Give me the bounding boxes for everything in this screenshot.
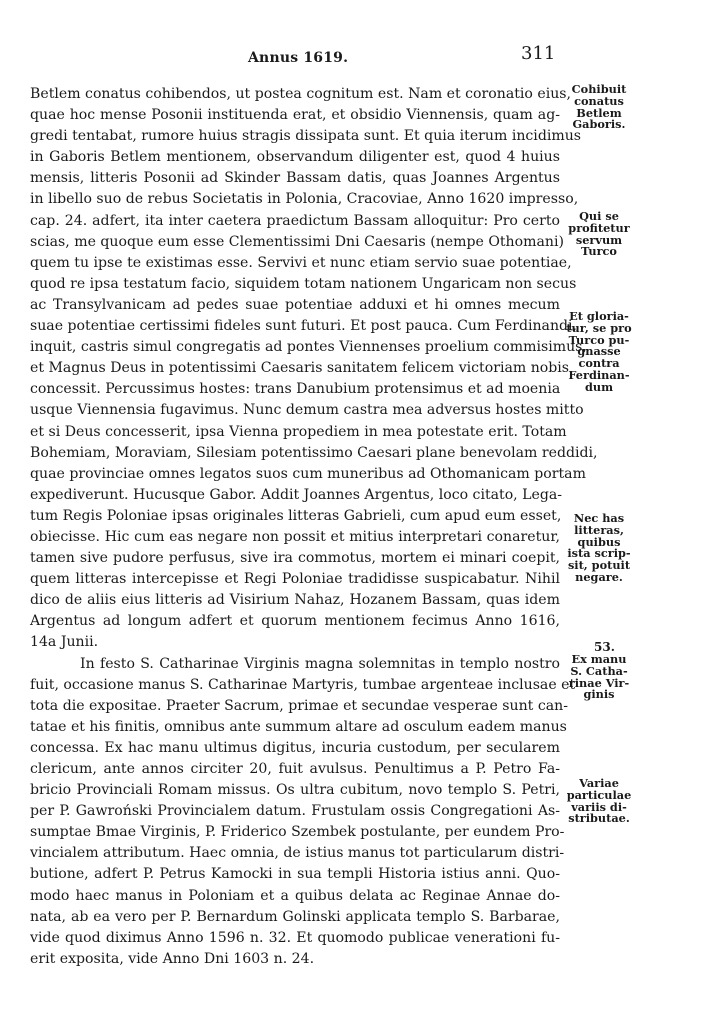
- text-line: tatae et his finitis, omnibus ante summum altare ad osculum eadem manus: [30, 718, 567, 735]
- margin-note-line: servum: [575, 232, 623, 247]
- text-line: erit exposita, vide Anno Dni 1603 n. 24.: [30, 950, 315, 967]
- margin-note-line: profitetur: [568, 220, 630, 235]
- margin-note-line: Turco pu-: [568, 332, 630, 347]
- margin-note-line: contra: [578, 356, 620, 371]
- text-line: clericum, ante annos circiter 20, fuit avulsus. Penultimus a P. Petro Fa-: [30, 761, 560, 777]
- text-line: concessa. Ex hac manu ultimus digitus, incuria custodum, per secularem: [30, 739, 560, 756]
- text-line: expediverunt. Hucusque Gabor. Addit Joannes Argentus, loco citato, Lega-: [30, 486, 563, 503]
- text-line: butione, adfert P. Petrus Kamocki in sua templi Historia istius anni. Quo-: [30, 866, 560, 883]
- text-line: fuit, occasione manus S. Catharinae Martyris, tumbae argenteae inclusae et: [30, 676, 576, 693]
- text-line: vide quod diximus Anno 1596 n. 32. Et quomodo publicae venerationi fu-: [30, 929, 560, 946]
- text-line: per P. Gawroński Provincialem datum. Frustulam ossis Congregationi As-: [30, 803, 560, 820]
- margin-note: [564, 211, 634, 258]
- margin-note: [564, 84, 634, 131]
- main-text: [30, 84, 598, 970]
- margin-note-line: Gaboris.: [572, 117, 626, 132]
- margin-note-line: ista scrip-: [567, 546, 631, 561]
- text-line: 14a Junii.: [30, 634, 99, 651]
- margin-note-line: Qui se: [579, 209, 619, 223]
- text-line: scias, me quoque eum esse Clementissimi Dni Caesaris (nempe Othomani): [30, 233, 564, 250]
- text-line: inquit, castris simul congregatis ad pontes Viennenses proelium commisimus,: [30, 339, 587, 356]
- running-header: Annus 1619.: [248, 50, 349, 66]
- text-line: dico de aliis eius litteris ad Visirium Nahaz, Hozanem Bassam, quas idem: [30, 592, 560, 609]
- text-line: quem tu ipse te existimas esse. Servivi et nunc etiam servio suae potentiae,: [30, 254, 572, 271]
- text-line: bricio Provinciali Romam missus. Os ultra cubitum, novo templo S. Petri,: [30, 782, 560, 799]
- margin-note-line: negare.: [575, 569, 623, 584]
- margin-note-line: tur, se pro: [566, 320, 632, 335]
- text-line: tota die expositae. Praeter Sacrum, primae et secundae vesperae sunt can-: [30, 697, 568, 714]
- text-line: quem litteras intercepisse et Regi Poloniae tradidisse suspicabatur. Nihil: [30, 571, 560, 588]
- paragraph-start-line: In festo S. Catharinae Virginis magna solemnitas in templo nostro: [80, 655, 560, 672]
- text-line: Betlem conatus cohibendos, ut postea cognitum est. Nam et coronatio eius,: [30, 86, 571, 102]
- text-line: nata, ab ea vero per P. Bernardum Golinski applicata templo S. Barbarae,: [30, 908, 560, 925]
- text-line: quae provinciae omnes legatos suos cum muneribus ad Othomanicam portam: [30, 465, 586, 482]
- text-line: tamen sive pudore perfusus, sive ira commotus, mortem ei minari coepit,: [30, 550, 560, 567]
- margin-note: [564, 654, 634, 701]
- text-line: cap. 24. adfert, ita inter caetera praedictum Bassam alloquitur: Pro certo: [30, 212, 560, 229]
- margin-note-line: S. Catha-: [570, 663, 628, 678]
- margin-note-line: Cohibuit: [571, 82, 627, 96]
- margin-note-line: rinae Vir-: [568, 675, 630, 690]
- margin-note-line: Ferdinan-: [568, 367, 630, 382]
- text-line: usque Viennensia fugavimus. Nunc demum castra mea adversus hostes mitto: [30, 402, 584, 419]
- text-line: et si Deus concesserit, ipsa Vienna propediem in mea potestate erit. Totam: [30, 423, 567, 440]
- text-line: tum Regis Poloniae ipsas originales litteras Gabrieli, cum apud eum esset,: [30, 507, 562, 524]
- text-line: quae hoc mense Posonii instituenda erat, et obsidio Viennensis, quam ag-: [30, 107, 560, 124]
- margin-note-line: stributae.: [568, 811, 630, 826]
- margin-note-line: Turco: [581, 244, 617, 259]
- margin-note-line: ginis: [583, 687, 615, 702]
- margin-note-line: litteras,: [574, 522, 624, 537]
- margin-note: [564, 513, 634, 584]
- margin-note: [564, 311, 634, 394]
- text-line: et Magnus Deus in potentissimi Caesaris sanitatem felicem victoriam nobis: [30, 360, 570, 377]
- margin-note-line: conatus: [574, 93, 624, 108]
- margin-note-line: dum: [584, 379, 614, 394]
- text-line: concessit. Percussimus hostes: trans Danubium protensimus et ad moenia: [30, 381, 561, 398]
- margin-note-line: gnasse: [577, 344, 621, 359]
- text-line: sumptae Bmae Virginis, P. Friderico Szembek postulante, per eundem Pro-: [30, 824, 565, 841]
- text-line: Argentus ad longum adfert et quorum mentionem fecimus Anno 1616,: [30, 613, 560, 630]
- text-line: ac Transylvanicam ad pedes suae potentiae adduxi et hi omnes mecum: [30, 296, 560, 313]
- text-line: in Gaboris Betlem mentionem, observandum diligenter est, quod 4 huius: [30, 149, 560, 166]
- margin-note-line: Nec has: [573, 511, 625, 525]
- margin-note-line: Et gloria-: [569, 309, 629, 323]
- text-line: in libello suo de rebus Societatis in Polonia, Cracoviae, Anno 1620 impresso,: [30, 191, 579, 208]
- section-number: 53.: [594, 640, 615, 654]
- text-line: obiecisse. Hic cum eas negare non possit et mitius interpretari conaretur,: [30, 528, 560, 545]
- text-line: Bohemiam, Moraviam, Silesiam potentissimo Caesari plane benevolam reddidi,: [30, 444, 598, 461]
- text-line: quod re ipsa testatum facio, siquidem totam nationem Ungaricam non secus: [30, 275, 577, 292]
- margin-note-line: particulae: [566, 787, 632, 802]
- text-line: gredi tentabat, rumore huius stragis dissipata sunt. Et quia iterum incidimus: [30, 128, 582, 145]
- text-line: mensis, litteris Posonii ad Skinder Bassam datis, quas Joannes Argentus: [30, 170, 560, 187]
- margin-note-line: Variae: [579, 776, 619, 790]
- margin-note: [564, 778, 634, 825]
- margin-note-line: Ex manu: [571, 652, 627, 666]
- text-line: suae potentiae certissimi fideles sunt futuri. Et post pauca. Cum Ferdinandi,: [30, 318, 578, 335]
- page-number: 311: [521, 43, 556, 64]
- margin-note-line: quibus: [577, 534, 621, 549]
- text-line: vincialem attributum. Haec omnia, de istius manus tot particularum distri-: [30, 845, 565, 862]
- margin-note-line: variis di-: [571, 799, 627, 814]
- margin-note-line: sit, potuit: [567, 558, 631, 573]
- text-line: modo haec manus in Poloniam et a quibus delata ac Reginae Annae do-: [30, 887, 560, 904]
- margin-note-line: Betlem: [576, 105, 622, 120]
